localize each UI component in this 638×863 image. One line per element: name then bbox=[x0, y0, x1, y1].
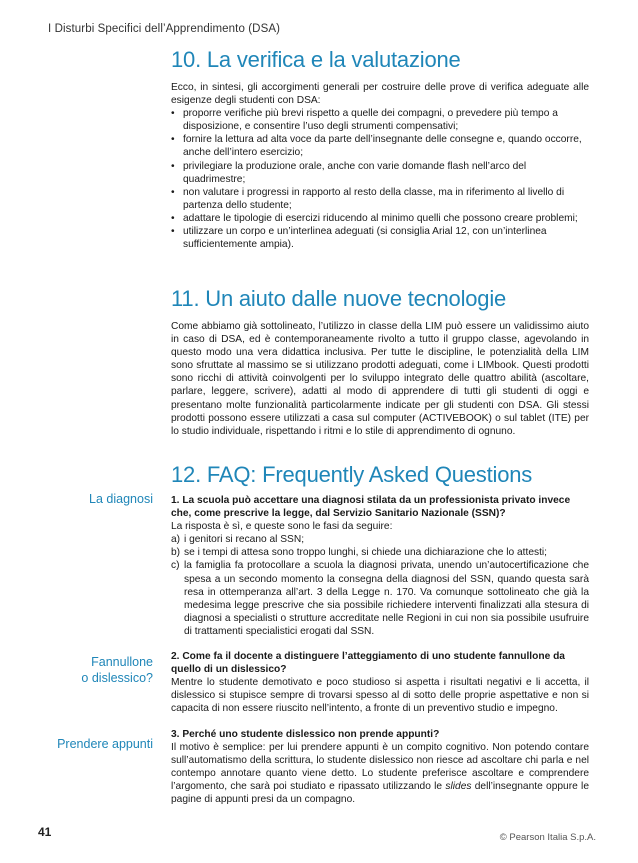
side-label-note-taking: Prendere appunti bbox=[57, 737, 153, 751]
step-marker: c) bbox=[171, 560, 180, 572]
list-item: • privilegiare la produzione orale, anche con varie domande flash nell’arco del quadrimestre; bbox=[171, 160, 589, 186]
running-header: I Disturbi Specifici dell’Apprendimento (DSA) bbox=[48, 23, 281, 35]
verification-tips-list bbox=[171, 107, 589, 251]
section-11-title: 11. Un aiuto dalle nuove tecnologie bbox=[171, 286, 507, 311]
faq-3 bbox=[171, 728, 589, 807]
step-marker: a) bbox=[171, 534, 181, 546]
list-item: • non valutare i progressi in rapporto al resto della classe, ma in riferimento al livello di partenza dello studente; bbox=[171, 186, 589, 212]
faq-1-question: 1. La scuola può accettare una diagnosi stilata da un professionista privato invece che, come prescrive la legge, dal Servizio Sanitario Nazionale (SSN)? bbox=[171, 495, 571, 520]
list-item: • fornire la lettura ad alta voce da parte dell’insegnante delle consegne e, quando occorre, anche dell’intero esercizio; bbox=[171, 133, 589, 159]
faq-2-question: 2. Come fa il docente a distinguere l’atteggiamento di uno studente fannullone da quello di un dislessico? bbox=[171, 651, 565, 676]
section-11-body: Come abbiamo già sottolineato, l’utilizzo in classe della LIM può essere un validissimo aiuto in caso di DSA, ed è contemporaneamente rivolto a tutto il gruppo classe, agevolando in questo modo una vera didattica inclusiva. Per tutte le discipline, le potenzialità della LIM sono sfruttate al massimo se si utilizzano prodotti adeguati, come i LIMbook. Questi prodotti sono ricchi di attività coinvolgenti per lo sviluppo integrato delle quattro abilità (ascoltare, parlare, leggere, scrivere), adatti al modo di apprendere di tutti gli studenti di oggi e presentano molte funzionalità particolarmente indicate per gli studenti con DSA. Gli stessi prodotti possono essere utilizzati a casa sul computer (ACTIVEBOOK) o sul tablet (ITE) per lo studio individuale, rispettando i ritmi e lo stile di apprendimento di ognuno. bbox=[171, 321, 589, 437]
list-item bbox=[171, 546, 589, 559]
faq-3-answer-part2: dell’insegnante oppure le pagine di appunti presi da un compagno. bbox=[171, 780, 589, 805]
list-item bbox=[171, 559, 589, 638]
faq-3-answer bbox=[171, 741, 589, 806]
section-10 bbox=[171, 47, 589, 251]
faq-3-answer-part1: Il motivo è semplice: per lui prendere appunti è un compito cognitivo. Non potendo contare sull’automatismo della scrittura, lo studente dislessico non riesce ad ascoltare chi parla e nel contempo annotare quanto viene detto. Lo studente preferisce ascoltare e comprendere l’argomento, che sarà poi studiato e ripassato utilizzando le bbox=[171, 741, 589, 792]
page-number: 41 bbox=[38, 825, 52, 839]
side-label-diagnosis: La diagnosi bbox=[89, 492, 153, 506]
list-item: • adattare le tipologie di esercizi riducendo al minimo quelli che possono creare problemi; bbox=[171, 212, 589, 225]
faq-3-answer-italic: slides bbox=[445, 780, 472, 792]
faq-1-steps bbox=[171, 533, 589, 638]
copyright: © Pearson Italia S.p.A. bbox=[499, 832, 596, 843]
step-text: se i tempi di attesa sono troppo lunghi, si chiede una dichiarazione che lo attesti; bbox=[184, 547, 548, 559]
list-item: • utilizzare un corpo e un’interlinea adeguati (si consiglia Arial 12, con un’interlinea sufficientemente ampia). bbox=[171, 225, 589, 251]
step-text: i genitori si recano al SSN; bbox=[184, 534, 305, 546]
section-11 bbox=[171, 286, 589, 438]
faq-2 bbox=[171, 650, 589, 715]
section-10-intro: Ecco, in sintesi, gli accorgimenti generali per costruire delle prove di verifica adeguate alle esigenze degli studenti con DSA: bbox=[171, 82, 589, 107]
side-label-line: o dislessico? bbox=[81, 671, 153, 685]
section-12 bbox=[171, 462, 589, 806]
faq-2-answer: Mentre lo studente demotivato e poco studioso si aspetta i risultati negativi e li accetta, il dislessico si stupisce sempre di trovarsi spesso al di sotto delle proprie aspettative e non si capacita di non essere riuscito nell’intento, a fronte di un preventivo studio e impegno. bbox=[171, 677, 589, 715]
section-10-title: 10. La verifica e la valutazione bbox=[171, 47, 461, 72]
side-label-slacker bbox=[81, 654, 153, 686]
list-item: • proporre verifiche più brevi rispetto a quelle dei compagni, o prevedere più tempo a disposizione, e consentire l’uso degli strumenti compensativi; bbox=[171, 107, 589, 133]
step-text: la famiglia fa protocollare a scuola la diagnosi privata, unendo un’autocertificazione che spesa a un secondo momento la consegna della diagnosi del SSN, quando questa sarà resa in ottemperanza all’art. 3 della Legge n. 170. Va comunque sottolineato che già la medesima legge prescrive che sia possibile richiedere interventi finalizzati alla stesura di diagnosi a specialisti o strutture accreditate nelle Regioni in cui non sia possibile usufruire di trattamenti specialistici erogati dal SSN. bbox=[184, 560, 589, 637]
side-label-line: Fannullone bbox=[91, 655, 153, 669]
faq-1 bbox=[171, 494, 589, 638]
step-marker: b) bbox=[171, 547, 181, 559]
list-item bbox=[171, 533, 589, 546]
section-12-title: 12. FAQ: Frequently Asked Questions bbox=[171, 462, 533, 487]
faq-1-answer-intro: La risposta è sì, e queste sono le fasi da seguire: bbox=[171, 521, 393, 533]
faq-3-question: 3. Perché uno studente dislessico non prende appunti? bbox=[171, 728, 440, 740]
